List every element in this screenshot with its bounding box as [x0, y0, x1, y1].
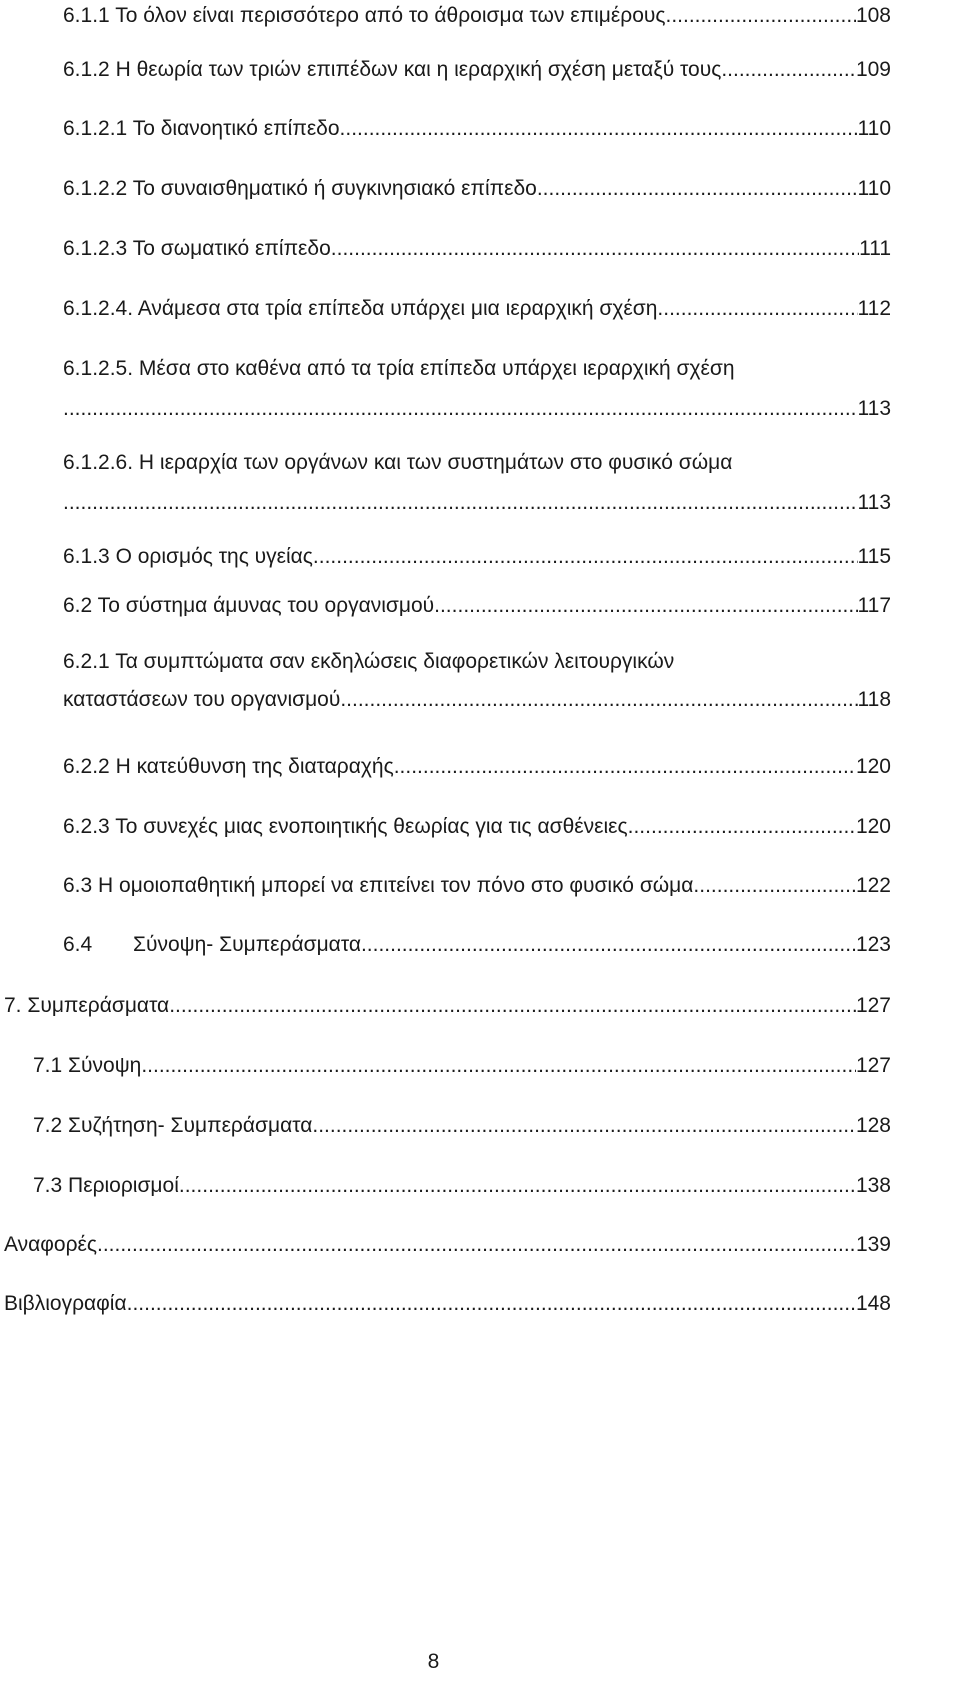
toc-entry-page: 110 [857, 177, 891, 200]
toc-entry-number: 6.1.2.5. [63, 357, 134, 380]
toc-entry-title: Το διανοητικό επίπεδο [132, 117, 340, 140]
toc-entry-page: 127 [855, 994, 891, 1017]
toc-entry-number: 6.1.2.3 [63, 237, 128, 260]
toc-entry-page: 128 [855, 1114, 891, 1137]
toc-entry-title: Περιορισμοί [68, 1174, 179, 1197]
toc-entry-title: Η θεωρία των τριών επιπέδων και η ιεραρχική σχέση μεταξύ τους [115, 58, 722, 81]
toc-entry[interactable] [4, 1231, 891, 1259]
toc-entry-page: 148 [855, 1292, 891, 1315]
toc-entry-title-continued: καταστάσεων του οργανισμού [63, 688, 341, 711]
toc-entry[interactable] [33, 1112, 891, 1140]
toc-entry-title: Το σύστημα άμυνας του οργανισμού [97, 594, 435, 617]
page-number: 8 [427, 1650, 440, 1673]
toc-entry-title: Η κατεύθυνση της διαταραχής [115, 755, 394, 778]
toc-entry-title: Το σωματικό επίπεδο [132, 237, 331, 260]
toc-entry[interactable] [63, 931, 891, 959]
toc-entry-number: 6.2.2 [63, 755, 110, 778]
dot-leader [169, 992, 856, 1020]
toc-entry[interactable] [63, 175, 891, 203]
toc-entry[interactable] [33, 1052, 891, 1080]
toc-entry-title: Ανάμεσα στα τρία επίπεδα υπάρχει μια ιεραρχική σχέση [137, 297, 658, 320]
toc-entry[interactable] [63, 648, 891, 714]
dot-leader [340, 686, 857, 714]
dot-leader [628, 813, 856, 841]
toc-entry-number: 6.3 [63, 874, 93, 897]
toc-entry-title: Βιβλιογραφία [4, 1292, 127, 1315]
toc-entry-title: Η ιεραρχία των οργάνων και των συστημάτων στο φυσικό σώμα [138, 451, 733, 474]
toc-entry-number: 7. [4, 994, 22, 1017]
toc-entry[interactable] [4, 992, 891, 1020]
toc-entry[interactable] [33, 1172, 891, 1200]
toc-entry-title: Το συνεχές μιας ενοποιητικής θεωρίας για τις ασθένειες [115, 815, 628, 838]
dot-leader [361, 931, 856, 959]
toc-entry-page: 127 [855, 1054, 891, 1077]
toc-entry-page: 120 [855, 755, 891, 778]
toc-entry-page: 113 [857, 397, 891, 420]
toc-entry-title: Τα συμπτώματα σαν εκδηλώσεις διαφορετικών λειτουργικών [115, 650, 675, 673]
dot-leader [63, 395, 858, 423]
toc-entry[interactable] [63, 813, 891, 841]
toc-entry[interactable] [63, 115, 891, 143]
toc-entry[interactable] [63, 449, 891, 517]
dot-leader [537, 175, 858, 203]
toc-entry[interactable] [63, 295, 891, 323]
toc-entry[interactable] [63, 543, 891, 571]
dot-leader [721, 56, 856, 84]
dot-leader [657, 295, 857, 323]
dot-leader [179, 1172, 856, 1200]
toc-entry-number: 6.1.2.4. [63, 297, 134, 320]
toc-entry-number: 7.1 [33, 1054, 63, 1077]
toc-entry-page: 118 [857, 688, 891, 711]
dot-leader [331, 235, 859, 263]
toc-entry-page: 111 [859, 237, 891, 260]
toc-entry-number: 6.2 [63, 594, 93, 617]
toc-entry-title: Το συναισθηματικό ή συγκινησιακό επίπεδο [132, 177, 537, 200]
dot-leader [434, 592, 857, 620]
toc-entry-number: 6.1.2 [63, 58, 110, 81]
toc-entry-title: Ο ορισμός της υγείας [115, 545, 313, 568]
toc-entry-number: 6.2.1 [63, 650, 110, 673]
dot-leader [665, 2, 855, 30]
dot-leader [141, 1052, 856, 1080]
toc-entry[interactable] [63, 56, 891, 84]
toc-entry-page: 139 [855, 1233, 891, 1256]
toc-entry-number: 6.1.2.2 [63, 177, 128, 200]
toc-entry-number: 7.3 [33, 1174, 63, 1197]
toc-entry-number: 6.1.3 [63, 545, 110, 568]
toc-entry-page: 138 [855, 1174, 891, 1197]
toc-entry-number: 6.1.1 [63, 4, 110, 27]
toc-entry-title: Συζήτηση- Συμπεράσματα [68, 1114, 313, 1137]
toc-entry[interactable] [63, 592, 891, 620]
toc-entry-page: 120 [855, 815, 891, 838]
toc-entry[interactable] [63, 235, 891, 263]
dot-leader [97, 1231, 856, 1259]
toc-entry[interactable] [63, 872, 891, 900]
toc-entry[interactable] [63, 2, 891, 30]
toc-entry-page: 113 [857, 491, 891, 514]
toc-entry-number: 6.2.3 [63, 815, 110, 838]
toc-entry-page: 110 [857, 117, 891, 140]
toc-entry-page: 117 [857, 594, 891, 617]
toc-entry-page: 115 [857, 545, 891, 568]
toc-entry-number: 6.1.2.6. [63, 451, 134, 474]
toc-entry-title: Μέσα στο καθένα από τα τρία επίπεδα υπάρχει ιεραρχική σχέση [138, 357, 735, 380]
toc-entry-page: 122 [855, 874, 891, 897]
dot-leader [312, 1112, 856, 1140]
toc-entry-number: 6.1.2.1 [63, 117, 128, 140]
toc-entry[interactable] [63, 355, 891, 423]
dot-leader [394, 753, 856, 781]
toc-entry[interactable] [63, 753, 891, 781]
dot-leader [63, 489, 858, 517]
dot-leader [693, 872, 856, 900]
toc-entry-page: 112 [857, 297, 891, 320]
toc-entry-title: Σύνοψη [68, 1054, 142, 1077]
toc-entry-page: 108 [855, 4, 891, 27]
toc-entry-page: 123 [855, 933, 891, 956]
toc-entry-title: Συμπεράσματα [27, 994, 170, 1017]
toc-entry-title: Το όλον είναι περισσότερο από το άθροισμα των επιμέρους [115, 4, 666, 27]
dot-leader [313, 543, 858, 571]
toc-entry-title: Η ομοιοπαθητική μπορεί να επιτείνει τον πόνο στο φυσικό σώμα [98, 874, 694, 897]
toc-entry-page: 109 [855, 58, 891, 81]
toc-entry-title: Αναφορές [4, 1233, 97, 1256]
toc-entry-number: 7.2 [33, 1114, 63, 1137]
toc-entry-number: 6.4 [63, 933, 93, 956]
dot-leader [340, 115, 858, 143]
toc-entry-title: Σύνοψη- Συμπεράσματα [133, 933, 361, 956]
toc-entry[interactable] [4, 1290, 891, 1318]
dot-leader [127, 1290, 856, 1318]
